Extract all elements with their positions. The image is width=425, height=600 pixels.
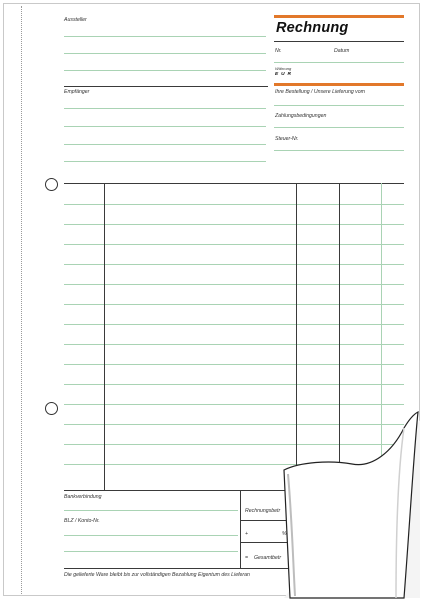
- currency-value: E U R: [275, 72, 292, 77]
- invoice-title: Rechnung: [276, 20, 349, 36]
- bank-label: Bankverbindung: [64, 494, 102, 500]
- order-label: Ihre Bestellung / Unsere Lieferung vom: [275, 89, 365, 95]
- plus-sign: +: [245, 531, 249, 537]
- retention-of-title-note: Die gelieferte Ware bleibt bis zur vollständigen Bezahlung Eigentum des Lieferan: [64, 572, 250, 578]
- payment-terms-label: Zahlungsbedingungen: [275, 113, 327, 119]
- percent-sign: %: [282, 531, 287, 537]
- issuer-label: Aussteller: [64, 17, 87, 23]
- total-amount-label: Gesamtbetr: [254, 555, 282, 561]
- tax-number-label: Steuer-Nr.: [275, 136, 299, 142]
- number-label: Nr.: [275, 48, 282, 54]
- invoice-amount-label: Rechnungsbetr: [245, 508, 281, 514]
- recipient-label: Empfänger: [64, 89, 90, 95]
- currency-label: Währung: [275, 66, 292, 71]
- date-label: Datum: [334, 48, 350, 54]
- equals-sign: =: [245, 555, 249, 561]
- account-label: BLZ / Konto-Nr.: [64, 518, 100, 524]
